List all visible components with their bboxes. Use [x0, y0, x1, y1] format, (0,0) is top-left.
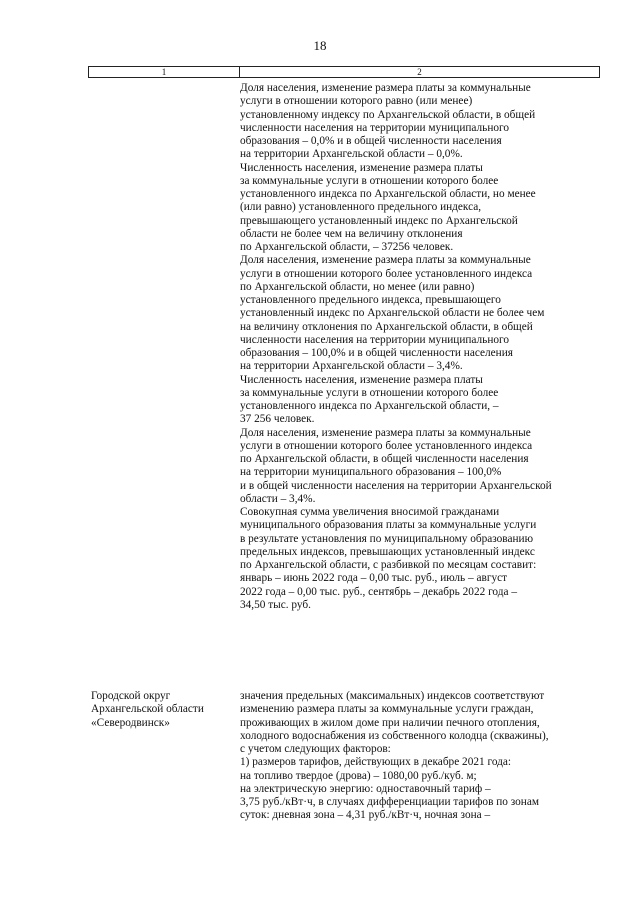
block-1-text — [240, 82, 600, 612]
text-line: Доля населения, изменение размера платы за коммунальные — [240, 82, 531, 94]
text-line: установленного индекса по Архангельской области, но менее — [240, 188, 536, 200]
text-line: предельных индексов, превышающих установленный индекс — [240, 545, 535, 558]
page-number: 18 — [313, 38, 327, 53]
text-line: муниципального образования платы за коммунальные услуги — [240, 519, 537, 532]
text-line: на территории Архангельской области – 3,4%. — [240, 360, 463, 373]
text-line: услуги в отношении которого более установленного индекса — [240, 267, 533, 280]
text-line: Численность населения, изменение размера платы — [240, 373, 483, 386]
text-line: установленного индекса по Архангельской области, – — [240, 400, 499, 412]
text-line: январь – июнь 2022 года – 0,00 тыс. руб., июль – август — [240, 572, 508, 585]
text-line: за коммунальные услуги в отношении которого более — [240, 174, 499, 187]
text-line: на топливо твердое (дрова) – 1080,00 руб./куб. м; — [240, 769, 477, 782]
text-line: суток: дневная зона – 4,31 руб./кВт·ч, ночная зона – — [240, 809, 491, 822]
header-col-1: 1 — [89, 67, 240, 77]
municipality-name — [91, 690, 236, 730]
text-line: 34,50 тыс. руб. — [240, 598, 312, 611]
text-line: превышающего установленный индекс по Архангельской — [240, 214, 518, 227]
text-line: на электрическую энергию: одноставочный тариф – — [240, 782, 491, 795]
text-line: области не более чем на величину отклонения — [240, 227, 463, 240]
text-line: 3,75 руб./кВт·ч, в случаях дифференциации тарифов по зонам — [240, 796, 540, 808]
text-line: на территории муниципального образования – 100,0% — [240, 466, 502, 479]
text-line: области – 3,4%. — [240, 492, 316, 505]
text-line: установленный индекс по Архангельской области не более чем — [240, 307, 545, 320]
table-header — [88, 66, 600, 78]
text-line: на величину отклонения по Архангельской области, в общей — [240, 320, 533, 333]
text-line: установленному индексу по Архангельской области, в общей — [240, 108, 536, 121]
text-line: установленного предельного индекса, превышающего — [240, 294, 501, 306]
text-line: в результате установления по муниципальному образованию — [240, 532, 534, 545]
text-line: проживающих в жилом доме при наличии печного отопления, — [240, 716, 540, 729]
text-line: значения предельных (максимальных) индексов соответствуют — [240, 690, 545, 702]
text-line: услуги в отношении которого равно (или менее) — [240, 95, 473, 108]
text-line: за коммунальные услуги в отношении которого более — [240, 386, 499, 399]
text-line: с учетом следующих факторов: — [240, 743, 391, 755]
block-2-text — [240, 690, 600, 823]
text-line: 37 256 человек. — [240, 413, 315, 426]
text-line: Совокупная сумма увеличения вносимой гражданами — [240, 506, 500, 518]
text-line: Архангельской области — [91, 703, 204, 716]
text-line: численности населения на территории муниципального — [240, 333, 510, 346]
text-line: Городской округ — [91, 690, 171, 702]
text-line: Доля населения, изменение размера платы за коммунальные — [240, 426, 531, 439]
header-col-2: 2 — [417, 67, 422, 77]
text-line: Численность населения, изменение размера платы — [240, 161, 483, 174]
text-line: по Архангельской области, в общей численности населения — [240, 453, 529, 465]
text-line: по Архангельской области, с разбивкой по месяцам составит: — [240, 559, 537, 571]
text-line: образования – 100,0% и в общей численности населения — [240, 347, 513, 359]
text-line: (или равно) установленного предельного индекса, — [240, 201, 482, 214]
text-line: образования – 0,0% и в общей численности населения — [240, 135, 502, 147]
text-line: 2022 года – 0,00 тыс. руб., сентябрь – декабрь 2022 года – — [240, 585, 517, 598]
text-line: Доля населения, изменение размера платы за коммунальные — [240, 254, 531, 267]
text-line: холодного водоснабжения из собственного колодца (скважины), — [240, 729, 549, 742]
text-line: изменению размера платы за коммунальные услуги граждан, — [240, 703, 534, 716]
text-line: 1) размеров тарифов, действующих в декабре 2021 года: — [240, 756, 512, 769]
text-line: по Архангельской области, – 37256 человек. — [240, 241, 454, 253]
text-line: услуги в отношении которого более установленного индекса — [240, 439, 533, 452]
text-line: на территории Архангельской области – 0,0%. — [240, 148, 463, 161]
text-line: «Северодвинск» — [91, 716, 170, 729]
text-line: и в общей численности населения на территории Архангельской — [240, 479, 552, 492]
text-line: численности населения на территории муниципального — [240, 121, 510, 134]
text-line: по Архангельской области, но менее (или равно) — [240, 280, 475, 293]
